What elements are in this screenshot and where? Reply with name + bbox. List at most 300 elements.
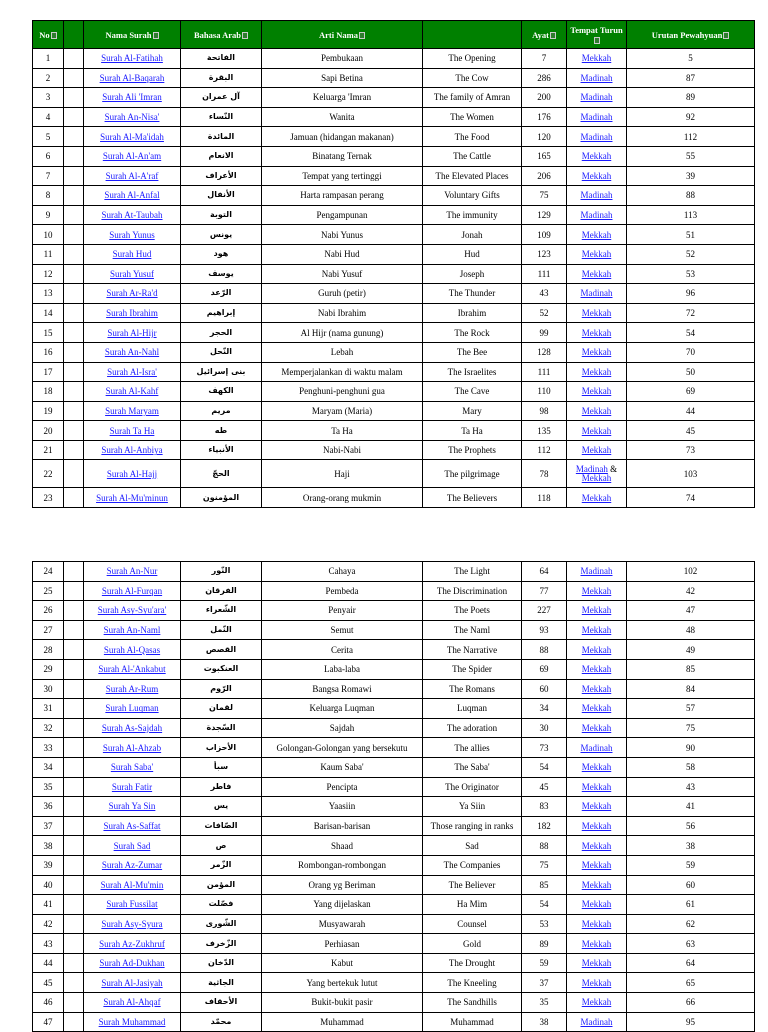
cell-blank: [64, 993, 84, 1013]
cell-no: 35: [33, 777, 64, 797]
header-arti[interactable]: Arti Nama: [262, 21, 423, 49]
surah-link[interactable]: Surah Al-Fatihah: [101, 53, 163, 64]
cell-blank: [64, 562, 84, 582]
cell-blank: [64, 914, 84, 934]
cell-blank: [64, 166, 84, 186]
cell-arabic: النّحل: [181, 342, 262, 362]
header-tempat[interactable]: Tempat Turun: [567, 21, 627, 49]
place-link[interactable]: Mekkah: [581, 644, 612, 655]
cell-arabic: لقمان: [181, 699, 262, 719]
surah-link[interactable]: Surah Al-Kahf: [105, 386, 159, 397]
cell-ayat: 128: [522, 342, 567, 362]
sort-icon[interactable]: [153, 32, 159, 39]
cell-surah: [84, 146, 181, 166]
cell-order: 95: [627, 1012, 755, 1032]
place-link[interactable]: Mekkah: [581, 879, 612, 890]
cell-english: The Israelites: [423, 362, 522, 382]
cell-surah: [84, 1012, 181, 1032]
place-link[interactable]: Mekkah: [581, 327, 612, 338]
header-english: [423, 21, 522, 49]
cell-order: 44: [627, 401, 755, 421]
table-row: [33, 49, 755, 69]
surah-link[interactable]: Surah An-Nur: [106, 566, 158, 577]
surah-link[interactable]: Surah Al-Anbiya: [101, 445, 163, 456]
surah-link[interactable]: Surah Asy-Syu'ara': [97, 605, 167, 616]
surah-link[interactable]: Surah Al-Jasiyah: [101, 977, 163, 988]
cell-english: The Bee: [423, 342, 522, 362]
cell-order: 57: [627, 699, 755, 719]
surah-link[interactable]: Surah Hud: [112, 249, 152, 260]
cell-no: 41: [33, 895, 64, 915]
cell-arti: Kabut: [262, 953, 423, 973]
cell-surah: [84, 225, 181, 245]
cell-order: 75: [627, 718, 755, 738]
cell-no: 3: [33, 88, 64, 108]
table-row: [33, 934, 755, 954]
surah-link[interactable]: Surah Al-An'am: [102, 151, 162, 162]
cell-arti: Barisan-barisan: [262, 816, 423, 836]
surah-link[interactable]: Surah Sad: [113, 840, 151, 851]
cell-arti: Nabi Ibrahim: [262, 303, 423, 323]
cell-arti: Musyawarah: [262, 914, 423, 934]
place-link[interactable]: Mekkah: [581, 918, 612, 929]
cell-arti: Al Hijr (nama gunung): [262, 323, 423, 343]
cell-ayat: 75: [522, 855, 567, 875]
sort-icon[interactable]: [51, 32, 57, 39]
surah-link[interactable]: Surah An-Naml: [103, 625, 161, 636]
surah-link[interactable]: Surah Al-Ma'idah: [100, 131, 164, 142]
surah-link[interactable]: Surah Az-Zumar: [101, 860, 163, 871]
cell-ayat: 35: [522, 993, 567, 1013]
cell-arabic: الأحقاف: [181, 993, 262, 1013]
surah-link[interactable]: Surah Al-Furqan: [101, 585, 163, 596]
cell-surah: [84, 640, 181, 660]
cell-arabic: الأحزاب: [181, 738, 262, 758]
surah-link[interactable]: Surah Al-Hijr: [107, 327, 157, 338]
cell-blank: [64, 440, 84, 460]
cell-place: [567, 875, 627, 895]
table-row: [33, 953, 755, 973]
cell-order: 88: [627, 186, 755, 206]
cell-no: 45: [33, 973, 64, 993]
cell-order: 84: [627, 679, 755, 699]
place-link[interactable]: Mekkah: [581, 703, 612, 714]
cell-ayat: 77: [522, 581, 567, 601]
surah-link[interactable]: Surah Al-Mu'minun: [96, 492, 168, 503]
place-link[interactable]: Mekkah: [581, 605, 612, 616]
surah-link[interactable]: Surah Al-Baqarah: [99, 72, 165, 83]
surah-link[interactable]: Surah Fatir: [111, 781, 153, 792]
cell-order: 51: [627, 225, 755, 245]
surah-link[interactable]: Surah Luqman: [105, 703, 159, 714]
cell-arabic: الصّافات: [181, 816, 262, 836]
place-link[interactable]: Mekkah: [581, 53, 612, 64]
surah-link[interactable]: Surah Maryam: [105, 405, 159, 416]
cell-arabic: الشّورى: [181, 914, 262, 934]
cell-arti: Nabi Yusuf: [262, 264, 423, 284]
table-row: [33, 659, 755, 679]
table-row: [33, 699, 755, 719]
surah-link[interactable]: Surah An-Nahl: [104, 347, 160, 358]
cell-surah: [84, 401, 181, 421]
cell-blank: [64, 127, 84, 147]
cell-ayat: 7: [522, 49, 567, 69]
cell-english: Ta Ha: [423, 421, 522, 441]
cell-order: 113: [627, 205, 755, 225]
table-row: [33, 855, 755, 875]
place-link[interactable]: Madinah: [580, 288, 613, 299]
table-row: [33, 581, 755, 601]
cell-arabic: الجاثية: [181, 973, 262, 993]
place-link[interactable]: Mekkah: [581, 625, 612, 636]
cell-arabic: الزّمر: [181, 855, 262, 875]
cell-arti: Nabi Yunus: [262, 225, 423, 245]
cell-english: The Originator: [423, 777, 522, 797]
cell-place: [567, 562, 627, 582]
place-link[interactable]: Mekkah: [581, 801, 612, 812]
sort-icon[interactable]: [594, 37, 600, 44]
place-link[interactable]: Mekkah: [581, 821, 612, 832]
cell-arti: Binatang Ternak: [262, 146, 423, 166]
table-row: [33, 718, 755, 738]
cell-order: 59: [627, 855, 755, 875]
surah-link[interactable]: Surah An-Nisa': [104, 112, 160, 123]
cell-ayat: 54: [522, 895, 567, 915]
place-link[interactable]: Mekkah: [581, 977, 612, 988]
surah-link[interactable]: Surah Al-Isra': [107, 366, 157, 377]
cell-ayat: 99: [522, 323, 567, 343]
cell-english: Ibrahim: [423, 303, 522, 323]
cell-order: 50: [627, 362, 755, 382]
cell-arabic: الحجّ: [181, 460, 262, 488]
cell-place: [567, 323, 627, 343]
cell-no: 32: [33, 718, 64, 738]
cell-blank: [64, 68, 84, 88]
place-link[interactable]: Mekkah: [581, 229, 612, 240]
cell-place: [567, 816, 627, 836]
table-row: [33, 421, 755, 441]
cell-surah: [84, 323, 181, 343]
cell-no: 4: [33, 107, 64, 127]
place-link[interactable]: Mekkah: [581, 472, 612, 483]
cell-surah: [84, 205, 181, 225]
cell-no: 29: [33, 659, 64, 679]
place-link[interactable]: Mekkah: [581, 151, 612, 162]
cell-blank: [64, 88, 84, 108]
cell-arabic: طه: [181, 421, 262, 441]
cell-ayat: 83: [522, 797, 567, 817]
place-link[interactable]: Mekkah: [581, 585, 612, 596]
place-link[interactable]: Mekkah: [581, 683, 612, 694]
cell-arti: Perhiasan: [262, 934, 423, 954]
surah-link[interactable]: Surah Ar-Ra'd: [106, 288, 158, 299]
cell-english: The Food: [423, 127, 522, 147]
surah-link[interactable]: Surah Asy-Syura: [101, 918, 163, 929]
cell-arti: Kaum Saba': [262, 757, 423, 777]
place-link[interactable]: Mekkah: [581, 781, 612, 792]
cell-ayat: 52: [522, 303, 567, 323]
place-link[interactable]: Madinah: [580, 742, 613, 753]
place-link[interactable]: Madinah: [580, 112, 613, 123]
header-urutan[interactable]: Urutan Pewahyuan: [627, 21, 755, 49]
cell-ayat: 59: [522, 953, 567, 973]
cell-order: 47: [627, 601, 755, 621]
cell-blank: [64, 679, 84, 699]
cell-arabic: سبأ: [181, 757, 262, 777]
cell-english: The Thunder: [423, 284, 522, 304]
place-link[interactable]: Mekkah: [581, 762, 612, 773]
cell-place: [567, 401, 627, 421]
surah-link[interactable]: Surah Ad-Dukhan: [99, 958, 165, 969]
surah-link[interactable]: Surah Al-Ahqaf: [103, 997, 161, 1008]
header-ayat[interactable]: Ayat: [522, 21, 567, 49]
cell-place: [567, 581, 627, 601]
cell-arabic: الرّوم: [181, 679, 262, 699]
cell-english: The Elevated Places: [423, 166, 522, 186]
cell-arti: Sapi Betina: [262, 68, 423, 88]
cell-ayat: 89: [522, 934, 567, 954]
cell-place: [567, 342, 627, 362]
cell-arti: Yang dijelaskan: [262, 895, 423, 915]
surah-link[interactable]: Surah Yusuf: [110, 268, 154, 279]
table-row: [33, 993, 755, 1013]
cell-order: 62: [627, 914, 755, 934]
cell-no: 39: [33, 855, 64, 875]
cell-arti: Laba-laba: [262, 659, 423, 679]
cell-arti: Orang yg Beriman: [262, 875, 423, 895]
cell-no: 33: [33, 738, 64, 758]
cell-order: 64: [627, 953, 755, 973]
table-row: [33, 303, 755, 323]
surah-link[interactable]: Surah Ar-Rum: [105, 683, 159, 694]
cell-no: 15: [33, 323, 64, 343]
cell-blank: [64, 205, 84, 225]
place-link[interactable]: Madinah: [575, 463, 608, 474]
cell-place: [567, 49, 627, 69]
cell-ayat: 176: [522, 107, 567, 127]
table-row: [33, 488, 755, 508]
cell-surah: [84, 107, 181, 127]
place-link[interactable]: Madinah: [580, 92, 613, 103]
cell-english: The Drought: [423, 953, 522, 973]
surah-link[interactable]: Surah Ya Sin: [108, 801, 156, 812]
cell-ayat: 45: [522, 777, 567, 797]
cell-arabic: الأعراف: [181, 166, 262, 186]
place-link[interactable]: Madinah: [580, 210, 613, 221]
cell-no: 30: [33, 679, 64, 699]
cell-arabic: التوبة: [181, 205, 262, 225]
cell-place: [567, 1012, 627, 1032]
surah-link[interactable]: Surah As-Saffat: [103, 821, 161, 832]
cell-surah: [84, 186, 181, 206]
sort-icon[interactable]: [550, 32, 556, 39]
cell-ayat: 182: [522, 816, 567, 836]
cell-english: Luqman: [423, 699, 522, 719]
cell-arti: Keluarga 'Imran: [262, 88, 423, 108]
cell-surah: [84, 460, 181, 488]
cell-ayat: 123: [522, 244, 567, 264]
place-link[interactable]: Mekkah: [581, 347, 612, 358]
cell-surah: [84, 488, 181, 508]
table-row: [33, 816, 755, 836]
cell-place: [567, 284, 627, 304]
cell-arti: Yang bertekuk lutut: [262, 973, 423, 993]
cell-order: 96: [627, 284, 755, 304]
place-link[interactable]: Mekkah: [581, 664, 612, 675]
cell-order: 41: [627, 797, 755, 817]
place-link[interactable]: Mekkah: [581, 997, 612, 1008]
surah-link[interactable]: Surah Ibrahim: [106, 308, 158, 319]
cell-place: [567, 953, 627, 973]
cell-place: [567, 993, 627, 1013]
sort-icon[interactable]: [242, 32, 248, 39]
cell-order: 65: [627, 973, 755, 993]
surah-link[interactable]: Surah Al-A'raf: [105, 170, 159, 181]
cell-arabic: الكهف: [181, 382, 262, 402]
cell-place: [567, 855, 627, 875]
cell-ayat: 111: [522, 264, 567, 284]
cell-arabic: النّور: [181, 562, 262, 582]
cell-english: The Rock: [423, 323, 522, 343]
place-link[interactable]: Mekkah: [581, 860, 612, 871]
table-row: [33, 620, 755, 640]
surah-link[interactable]: Surah As-Sajdah: [101, 723, 163, 734]
cell-arti: Harta rampasan perang: [262, 186, 423, 206]
cell-order: 73: [627, 440, 755, 460]
cell-surah: [84, 659, 181, 679]
table-row: [33, 401, 755, 421]
table-row: [33, 895, 755, 915]
surah-link[interactable]: Surah Al-Hajj: [106, 468, 158, 479]
cell-english: The Spider: [423, 659, 522, 679]
cell-order: 54: [627, 323, 755, 343]
place-link[interactable]: Mekkah: [581, 308, 612, 319]
surah-link[interactable]: Surah Al-'Ankabut: [98, 664, 166, 675]
cell-ayat: 165: [522, 146, 567, 166]
cell-arabic: الدّخان: [181, 953, 262, 973]
cell-order: 5: [627, 49, 755, 69]
cell-surah: [84, 127, 181, 147]
cell-ayat: 88: [522, 836, 567, 856]
place-link[interactable]: Mekkah: [581, 899, 612, 910]
cell-english: The allies: [423, 738, 522, 758]
cell-ayat: 75: [522, 186, 567, 206]
cell-place: [567, 914, 627, 934]
place-link[interactable]: Mekkah: [581, 170, 612, 181]
place-link[interactable]: Mekkah: [581, 958, 612, 969]
cell-blank: [64, 225, 84, 245]
cell-ayat: 129: [522, 205, 567, 225]
cell-ayat: 43: [522, 284, 567, 304]
cell-ayat: 120: [522, 127, 567, 147]
cell-arti: Golongan-Golongan yang bersekutu: [262, 738, 423, 758]
surah-link[interactable]: Surah Az-Zukhruf: [99, 938, 165, 949]
cell-blank: [64, 264, 84, 284]
cell-order: 48: [627, 620, 755, 640]
cell-place: [567, 205, 627, 225]
header-arab[interactable]: Bahasa Arab: [181, 21, 262, 49]
place-link[interactable]: Mekkah: [581, 723, 612, 734]
cell-blank: [64, 875, 84, 895]
cell-place: [567, 934, 627, 954]
cell-blank: [64, 757, 84, 777]
place-link[interactable]: Mekkah: [581, 938, 612, 949]
cell-surah: [84, 875, 181, 895]
place-link[interactable]: Mekkah: [581, 366, 612, 377]
cell-surah: [84, 421, 181, 441]
place-link[interactable]: Mekkah: [581, 840, 612, 851]
table-row: [33, 342, 755, 362]
cell-no: 2: [33, 68, 64, 88]
cell-place: [567, 303, 627, 323]
surah-link[interactable]: Surah Saba': [110, 762, 154, 773]
cell-ayat: 73: [522, 738, 567, 758]
sort-icon[interactable]: [359, 32, 365, 39]
place-link[interactable]: Madinah: [580, 131, 613, 142]
cell-order: 53: [627, 264, 755, 284]
cell-surah: [84, 836, 181, 856]
cell-no: 22: [33, 460, 64, 488]
sort-icon[interactable]: [723, 32, 729, 39]
cell-arti: Muhammad: [262, 1012, 423, 1032]
place-link[interactable]: Mekkah: [581, 492, 612, 503]
header-blank: [64, 21, 84, 49]
surah-link[interactable]: Surah Fussilat: [106, 899, 158, 910]
cell-blank: [64, 488, 84, 508]
cell-order: 63: [627, 934, 755, 954]
surah-link[interactable]: Surah Ali 'Imran: [102, 92, 162, 103]
surah-link[interactable]: Surah Al-Qasas: [103, 644, 161, 655]
surah-link[interactable]: Surah Muhammad: [98, 1016, 166, 1027]
place-link[interactable]: Mekkah: [581, 445, 612, 456]
surah-link[interactable]: Surah At-Taubah: [101, 210, 163, 221]
surah-link[interactable]: Surah Al-Mu'min: [100, 879, 164, 890]
place-link[interactable]: Madinah: [580, 72, 613, 83]
surah-link[interactable]: Surah Yunus: [109, 229, 155, 240]
header-no[interactable]: No: [33, 21, 64, 49]
table-row: [33, 127, 755, 147]
table-row: [33, 284, 755, 304]
place-link[interactable]: Mekkah: [581, 268, 612, 279]
header-surah[interactable]: Nama Surah: [84, 21, 181, 49]
cell-no: 21: [33, 440, 64, 460]
cell-arti: Pengampunan: [262, 205, 423, 225]
cell-no: 17: [33, 362, 64, 382]
place-link[interactable]: Mekkah: [581, 249, 612, 260]
place-link[interactable]: Madinah: [580, 1016, 613, 1027]
cell-arti: Shaad: [262, 836, 423, 856]
cell-place: [567, 264, 627, 284]
cell-blank: [64, 855, 84, 875]
cell-blank: [64, 244, 84, 264]
place-link[interactable]: Mekkah: [581, 425, 612, 436]
surah-link[interactable]: Surah Al-Ahzab: [102, 742, 162, 753]
surah-link[interactable]: Surah Al-Anfal: [104, 190, 160, 201]
cell-english: The Women: [423, 107, 522, 127]
cell-order: 49: [627, 640, 755, 660]
place-link[interactable]: Mekkah: [581, 386, 612, 397]
cell-arabic: الرّعد: [181, 284, 262, 304]
place-link[interactable]: Madinah: [580, 566, 613, 577]
cell-blank: [64, 49, 84, 69]
cell-blank: [64, 718, 84, 738]
cell-arti: Pembeda: [262, 581, 423, 601]
place-link[interactable]: Madinah: [580, 190, 613, 201]
surah-link[interactable]: Surah Ta Ha: [109, 425, 155, 436]
cell-arabic: إبراهيم: [181, 303, 262, 323]
place-link[interactable]: Mekkah: [581, 405, 612, 416]
cell-english: Gold: [423, 934, 522, 954]
